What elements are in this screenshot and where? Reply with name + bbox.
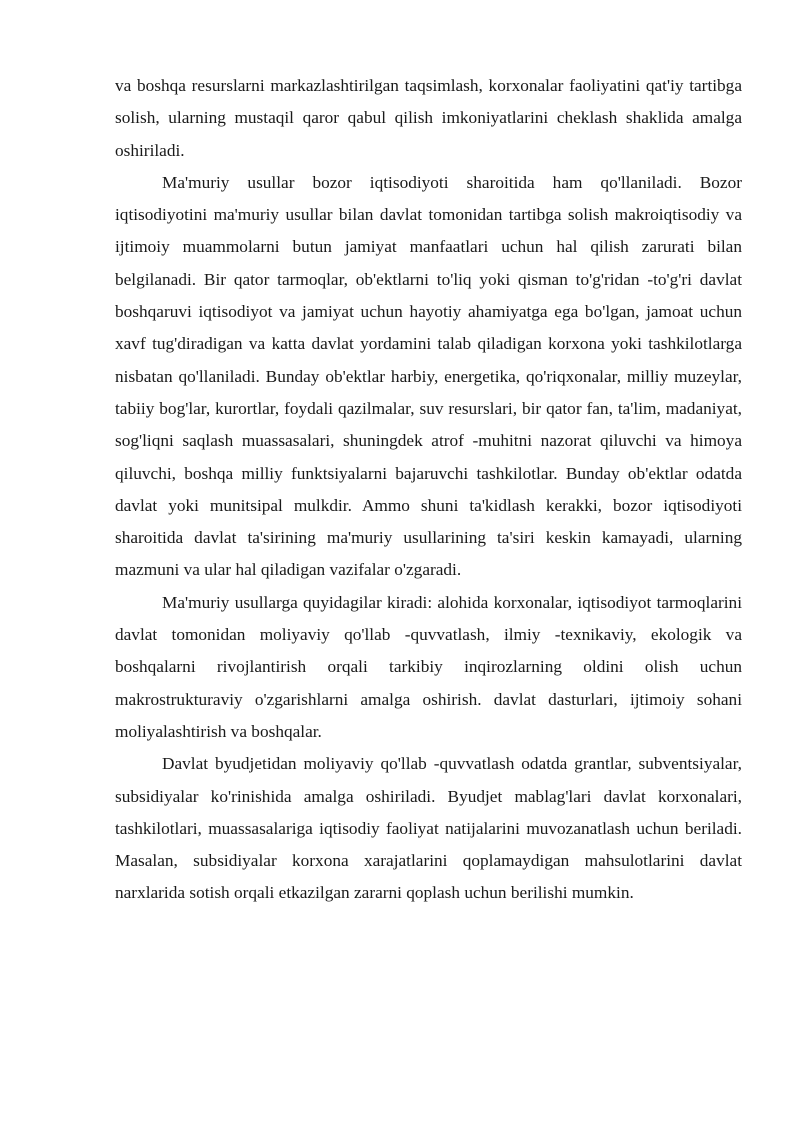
paragraph-budget-support: Davlat byudjetidan moliyaviy qo'llab -quvvatlash odatda grantlar, subventsiyalar, subsidiyalar ko'rinishida amalga oshiriladi. Byudjet mablag'lari davlat korxonalari, tashkilotlari, muassasalariga iqtisodiy faoliyat natijalarini muvozanatlash uchun beriladi. Masalan, subsidiyalar korxona xarajatlarini qoplamaydigan mahsulotlarini davlat narxlarida sotish orqali etkazilgan zararni qoplash uchun berilishi mumkin. <box>115 754 742 903</box>
paragraph-continuation: va boshqa resurslarni markazlashtirilgan taqsimlash, korxonalar faoliyatini qat'iy tartibga solish, ularning mustaqil qaror qabul qilish imkoniyatlarini cheklash shaklida amalga oshiriladi. <box>115 76 742 160</box>
paragraph-administrative-methods: Ma'muriy usullar bozor iqtisodiyoti sharoitida ham qo'llaniladi. Bozor iqtisodiyotini ma'muriy usullar bilan davlat tomonidan tartibga solish makroiqtisodiy va ijtimoiy muammolarni butun jamiyat manfaatlari uchun hal qilish zarurati bilan belgilanadi. Bir qator tarmoqlar, ob'ektlarni to'liq yoki qisman to'g'ridan -to'g'ri davlat boshqaruvi iqtisodiyot va jamiyat uchun hayotiy ahamiyatga ega bo'lgan, jamoat uchun xavf tug'diradigan va katta davlat yordamini talab qiladigan korxona yoki tashkilotlarga nisbatan qo'llaniladi. Bunday ob'ektlar harbiy, energetika, qo'riqxonalar, milliy muzeylar, tabiiy bog'lar, kurortlar, foydali qazilmalar, suv resurslari, bir qator fan, ta'lim, madaniyat, sog'liqni saqlash muassasalari, shuningdek atrof -muhitni nazorat qiluvchi va himoya qiluvchi, boshqa milliy funktsiyalarni bajaruvchi tashkilotlar. Bunday ob'ektlar odatda davlat yoki munitsipal mulkdir. Ammo shuni ta'kidlash kerakki, bozor iqtisodiyoti sharoitida davlat ta'sirining ma'muriy usullarining ta'siri keskin kamayadi, ularning mazmuni va ular hal qiladigan vazifalar o'zgaradi. <box>115 172 742 580</box>
document-page <box>115 70 742 910</box>
paragraph-methods-list: Ma'muriy usullarga quyidagilar kiradi: alohida korxonalar, iqtisodiyot tarmoqlarini davlat tomonidan moliyaviy qo'llab -quvvatlash, ilmiy -texnikaviy, ekologik va boshqalarni rivojlantirish orqali tarkibiy inqirozlarning oldini olish uchun makrostrukturaviy o'zgarishlarni amalga oshirish. davlat dasturlari, ijtimoiy sohani moliyalashtirish va boshqalar. <box>115 592 742 741</box>
